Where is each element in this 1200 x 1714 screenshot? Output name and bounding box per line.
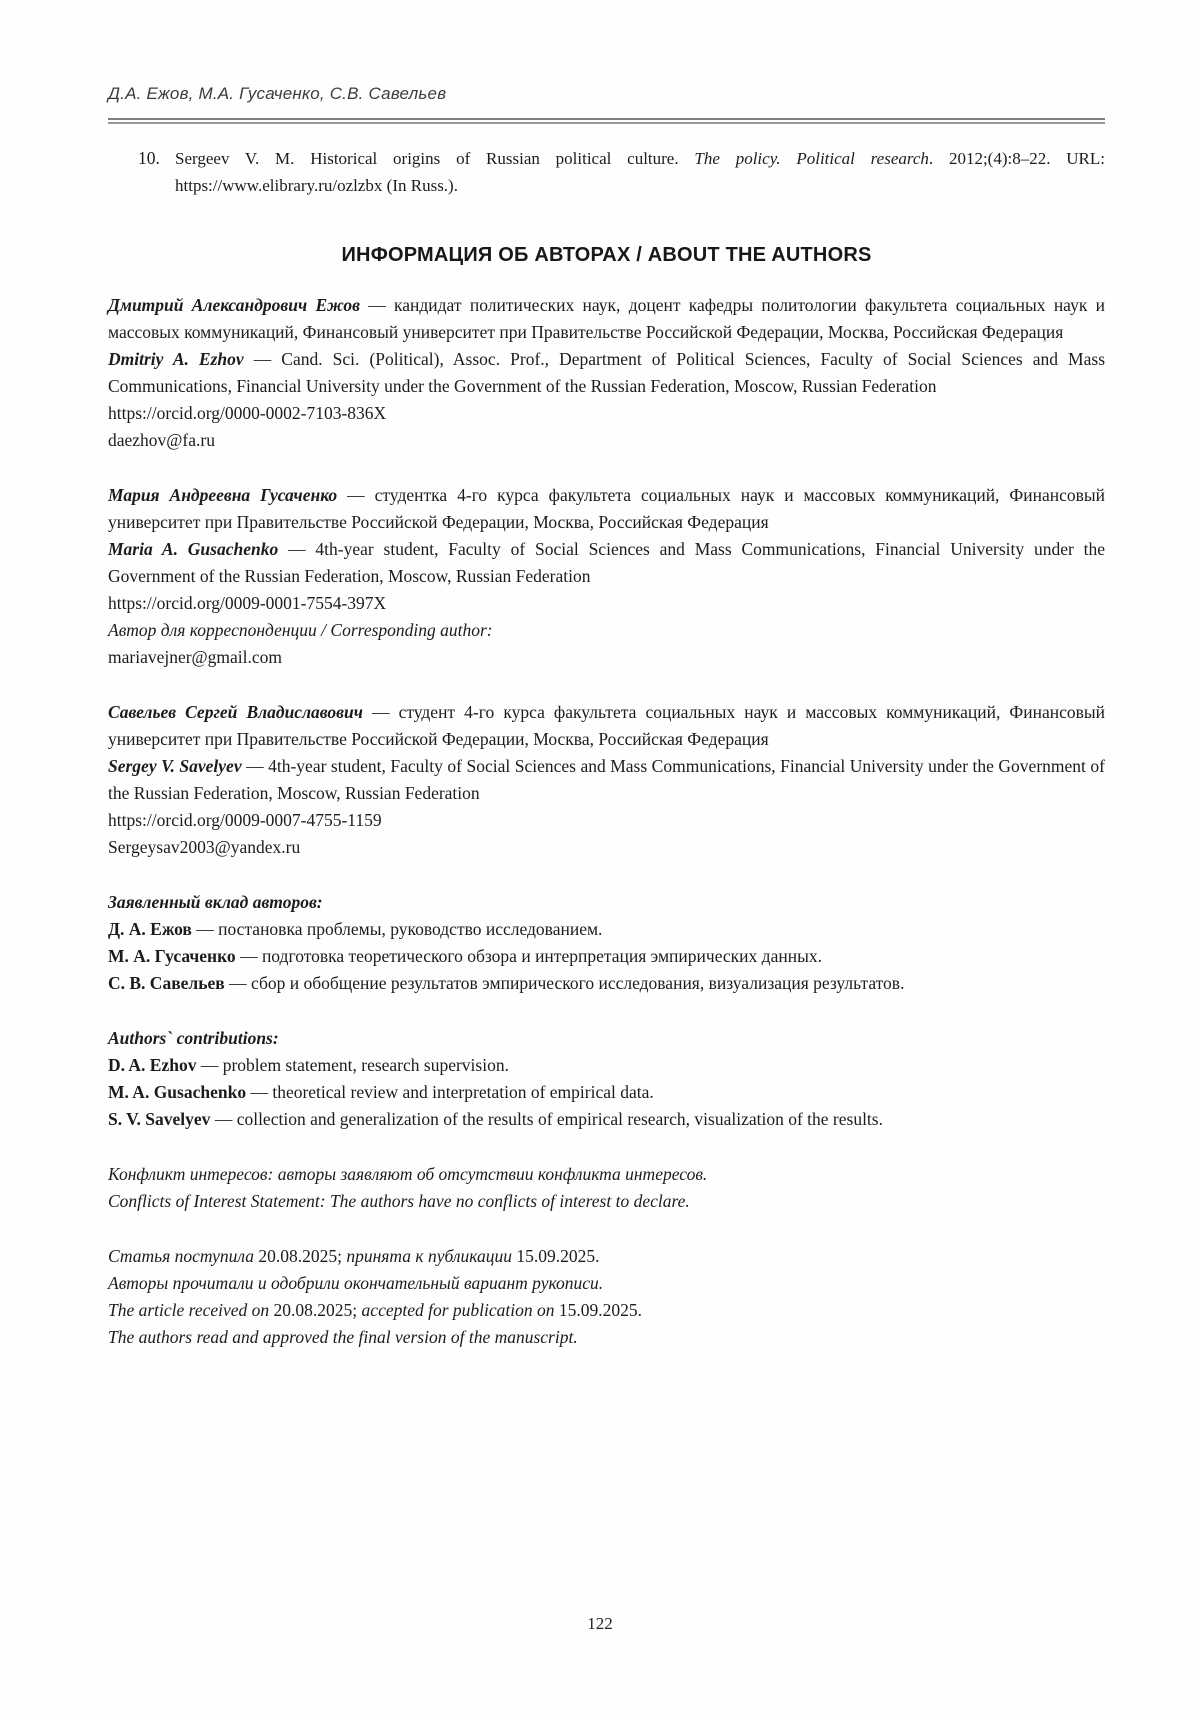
- author-name-en: Sergey V. Savelyev: [108, 756, 242, 776]
- author-bio-en: — 4th-year student, Faculty of Social Sciences and Mass Communications, Financial University under the Government of the Russian Federation, Moscow, Russian Federation: [108, 756, 1105, 803]
- reference-item-10: [108, 145, 1105, 199]
- contributions-ru-section: [108, 889, 1105, 997]
- contributor-name: М. А. Гусаченко: [108, 946, 236, 966]
- contributor-name: M. A. Gusachenko: [108, 1082, 247, 1102]
- contribution-text: — сбор и обобщение результатов эмпирического исследования, визуализация результатов.: [224, 973, 905, 993]
- author-orcid: https://orcid.org/0009-0001-7554-397X: [108, 593, 387, 613]
- author-name-en: Dmitriy A. Ezhov: [108, 349, 244, 369]
- conflict-statement-en: Conflicts of Interest Statement: The authors have no conflicts of interest to declare.: [108, 1191, 690, 1211]
- accepted-label-ru: принята к публикации: [346, 1246, 517, 1266]
- author-orcid: https://orcid.org/0000-0002-7103-836X: [108, 403, 387, 423]
- received-date-en: 20.08.2025;: [273, 1300, 362, 1320]
- contributions-en-section: [108, 1025, 1105, 1133]
- reference-lead: Sergeev V. M. Historical origins of Russian political culture.: [175, 149, 695, 168]
- author-ru-paragraph: [108, 699, 1105, 753]
- received-label-ru: Статья поступила: [108, 1246, 259, 1266]
- contribution-item: [108, 1079, 1105, 1106]
- contribution-item: [108, 1052, 1105, 1079]
- contribution-item: [108, 943, 1105, 970]
- accepted-date-en: 15.09.2025.: [558, 1300, 642, 1320]
- author-email: Sergeysav2003@yandex.ru: [108, 837, 301, 857]
- author-block-ezhov: [108, 292, 1105, 454]
- author-bio-en: — 4th-year student, Faculty of Social Sciences and Mass Communications, Financial University under the Government of the Russian Federation, Moscow, Russian Federation: [108, 539, 1105, 586]
- approved-line-en: The authors read and approved the final version of the manuscript.: [108, 1327, 578, 1347]
- article-dates-section: [108, 1243, 1105, 1351]
- author-email: mariavejner@gmail.com: [108, 647, 283, 667]
- contribution-text: — theoretical review and interpretation of empirical data.: [246, 1082, 654, 1102]
- author-bio-ru: — студентка 4-го курса факультета социальных наук и массовых коммуникаций, Финансовый университет при Правительстве Российской Федерации, Москва, Российская Федерация: [108, 485, 1105, 532]
- running-head-authors: Д.А. Ежов, М.А. Гусаченко, С.В. Савельев: [108, 84, 447, 103]
- contribution-text: — problem statement, research supervision.: [196, 1055, 509, 1075]
- author-block-savelyev: [108, 699, 1105, 861]
- approved-line-ru: Авторы прочитали и одобрили окончательный вариант рукописи.: [108, 1273, 604, 1293]
- author-name-en: Maria A. Gusachenko: [108, 539, 279, 559]
- contribution-item: [108, 1106, 1105, 1133]
- author-orcid: https://orcid.org/0009-0007-4755-1159: [108, 810, 382, 830]
- reference-text: [175, 145, 1105, 199]
- contributor-name: S. V. Savelyev: [108, 1109, 211, 1129]
- author-email: daezhov@fa.ru: [108, 430, 215, 450]
- contributor-name: D. A. Ezhov: [108, 1055, 197, 1075]
- author-ru-paragraph: [108, 482, 1105, 536]
- received-line-en: [108, 1297, 1105, 1324]
- page-header: [108, 84, 1105, 124]
- conflict-statement-ru: Конфликт интересов: авторы заявляют об отсутствии конфликта интересов.: [108, 1164, 708, 1184]
- author-ru-paragraph: [108, 292, 1105, 346]
- accepted-label-en: accepted for publication on: [361, 1300, 559, 1320]
- author-en-paragraph: [108, 346, 1105, 400]
- contribution-text: — collection and generalization of the results of empirical research, visualization of the results.: [210, 1109, 883, 1129]
- page-number: 122: [587, 1614, 613, 1633]
- author-bio-ru: — студент 4-го курса факультета социальных наук и массовых коммуникаций, Финансовый университет при Правительстве Российской Федерации, Москва, Российская Федерация: [108, 702, 1105, 749]
- author-bio-en: — Cand. Sci. (Political), Assoc. Prof., Department of Political Sciences, Faculty of Social Sciences and Mass Communications, Financial University under the Government of the Russian Federation, Moscow, Russian Federation: [108, 349, 1105, 396]
- corresponding-author-note: Автор для корреспонденции / Corresponding author:: [108, 620, 493, 640]
- contribution-text: — постановка проблемы, руководство исследованием.: [191, 919, 603, 939]
- contribution-text: — подготовка теоретического обзора и интерпретация эмпирических данных.: [235, 946, 822, 966]
- author-block-gusachenko: [108, 482, 1105, 671]
- accepted-date-ru: 15.09.2025.: [516, 1246, 600, 1266]
- author-bio-ru: — кандидат политических наук, доцент кафедры политологии факультета социальных наук и массовых коммуникаций, Финансовый университет при Правительстве Российской Федерации, Москва, Российская Федерация: [108, 295, 1105, 342]
- reference-number: 10.: [138, 148, 160, 168]
- author-en-paragraph: [108, 536, 1105, 590]
- contribution-item: [108, 970, 1105, 997]
- reference-tail: . 2012;(4):8–22. URL: https://www.elibrary.ru/ozlzbx (In Russ.).: [175, 149, 1105, 195]
- contributions-en-title: Authors` contributions:: [108, 1028, 279, 1048]
- section-title-about-authors: ИНФОРМАЦИЯ ОБ АВТОРАХ / ABOUT THE AUTHORS: [341, 244, 872, 266]
- contributor-name: Д. А. Ежов: [108, 919, 192, 939]
- received-label-en: The article received on: [108, 1300, 274, 1320]
- contribution-item: [108, 916, 1105, 943]
- author-name-ru: Мария Андреевна Гусаченко: [108, 485, 338, 505]
- contributor-name: С. В. Савельев: [108, 973, 225, 993]
- received-date-ru: 20.08.2025;: [258, 1246, 347, 1266]
- author-name-ru: Савельев Сергей Владиславович: [108, 702, 363, 722]
- author-name-ru: Дмитрий Александрович Ежов: [108, 295, 360, 315]
- received-line-ru: [108, 1243, 1105, 1270]
- author-en-paragraph: [108, 753, 1105, 807]
- header-rule: [108, 118, 1105, 124]
- conflict-of-interest-section: [108, 1161, 1105, 1215]
- reference-source-title: The policy. Political research: [694, 149, 929, 168]
- contributions-ru-title: Заявленный вклад авторов:: [108, 892, 323, 912]
